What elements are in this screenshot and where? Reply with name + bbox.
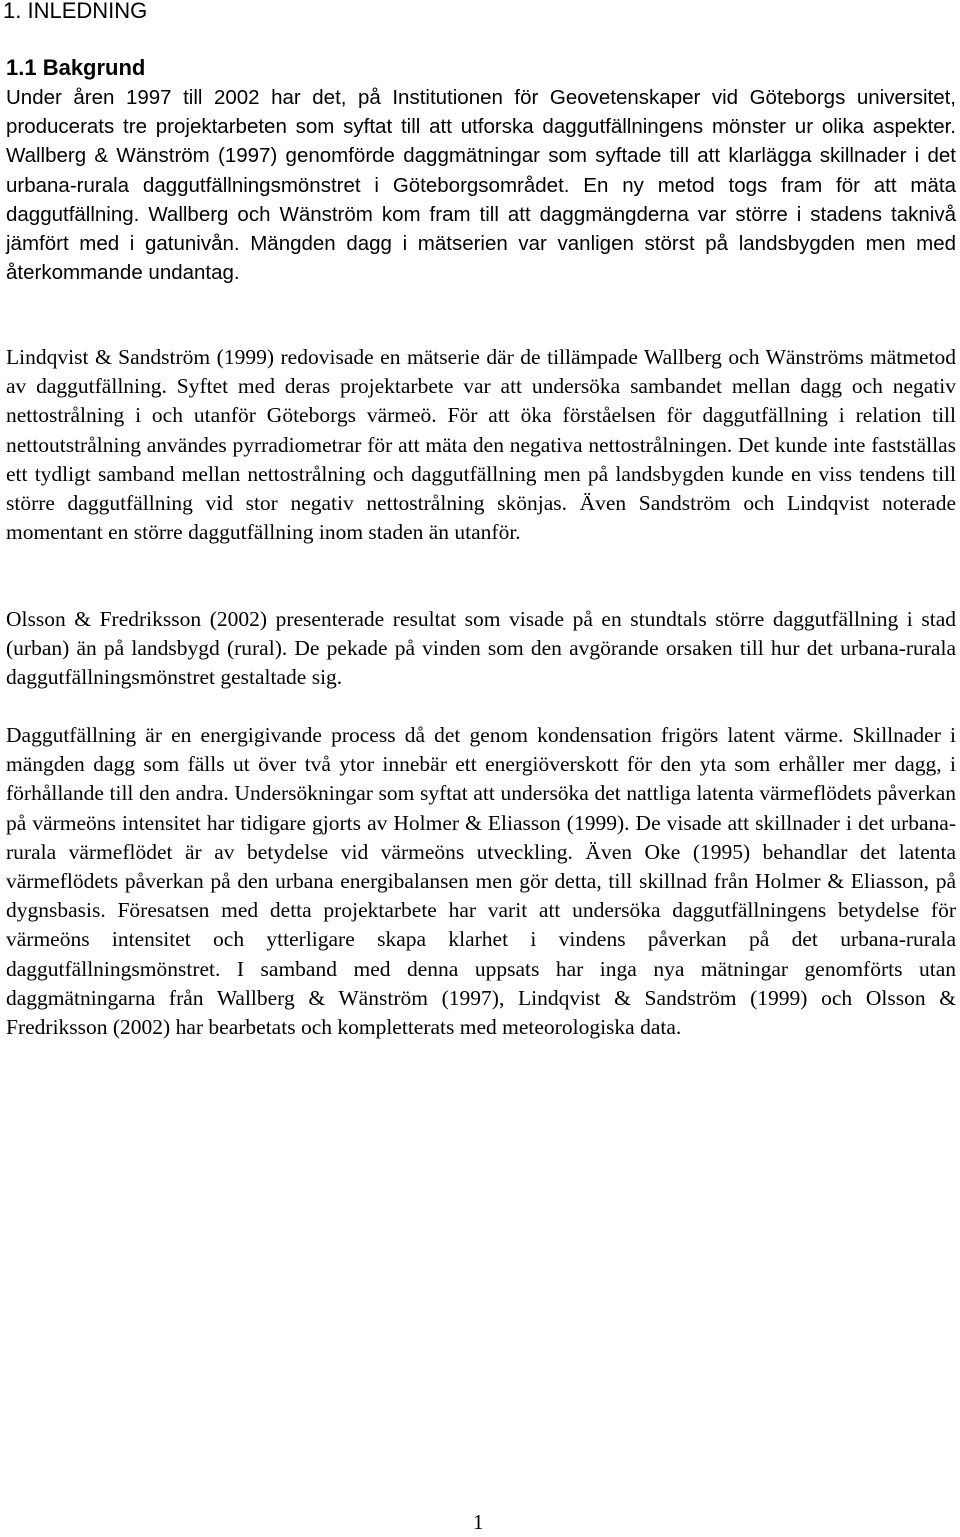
paragraph-background-intro: Under åren 1997 till 2002 har det, på Institutionen för Geovetenskaper vid Göteborgs universitet, producerats tre projektarbeten som syftat till att utforska daggutfällningens mönster ur olika aspekter. Wallberg & Wänström (1997) genomförde daggmätningar som syftade till att klarlägga skillnader i det urbana-rurala daggutfällningsmönstret i Göteborgsområdet. En ny metod togs fram för att mäta daggutfällning. Wallberg och Wänström kom fram till att daggmängderna var större i stadens taknivå jämfört med i gatunivån. Mängden dagg i mätserien var vanligen störst på landsbygden men med återkommande undantag. xyxy=(6,86,956,285)
section-heading: 1.1 Bakgrund xyxy=(6,55,146,80)
paragraph-olsson-fredriksson: Olsson & Fredriksson (2002) presenterade resultat som visade på en stundtals större daggutfällning i stad (urban) än på landsbygd (rural). De pekade på vinden som den avgörande orsaken till hur det urbana-rurala daggutfällningsmönstret gestaltade sig. xyxy=(6,607,956,690)
chapter-heading: 1. INLEDNING xyxy=(3,0,148,23)
paragraph-lindqvist-sandstrom: Lindqvist & Sandström (1999) redovisade en mätserie där de tillämpade Wallberg och Wänströms mätmetod av daggutfällning. Syftet med deras projektarbete var att undersöka sambandet mellan dagg och negativ nettostrålning i och utanför Göteborgs värmeö. För att öka förståelsen för daggutfällning i relation till nettoutstrålning användes pyrradiometrar för att mäta den negativa nettostrålningen. Det kunde inte fastställas ett tydligt samband mellan nettostrålning och daggutfällning men på landsbygden kunde en viss tendens till större daggutfällning vid stor negativ nettostrålning skönjas. Även Sandström och Lindqvist noterade momentant en större daggutfällning inom staden än utanför. xyxy=(6,345,956,545)
page-number: 1 xyxy=(473,1510,484,1534)
paragraph-dew-energy: Daggutfällning är en energigivande process då det genom kondensation frigörs latent värme. Skillnader i mängden dagg som fälls ut över två ytor innebär ett energiöverskott för den yta som erhåller mer dagg, i förhållande till den andra. Undersökningar som syftat att undersöka det nattliga latenta värmeflödets påverkan på värmeöns intensitet har tidigare gjorts av Holmer & Eliasson (1999). De visade att skillnader i det urbana-rurala värmeflödet är av betydelse vid värmeöns utveckling. Även Oke (1995) behandlar det latenta värmeflödets påverkan på den urbana energibalansen men gör detta, till skillnad från Holmer & Eliasson, på dygnsbasis. Föresatsen med detta projektarbete har varit att undersöka daggutfällningens betydelse för värmeöns intensitet och ytterligare skapa klarhet i vindens påverkan på det urbana-rurala daggutfällningsmönstret. I samband med denna uppsats har inga nya mätningar genomförts utan daggmätningarna från Wallberg & Wänström (1997), Lindqvist & Sandström (1999) och Olsson & Fredriksson (2002) har bearbetats och kompletterats med meteorologiska data. xyxy=(6,723,956,1040)
